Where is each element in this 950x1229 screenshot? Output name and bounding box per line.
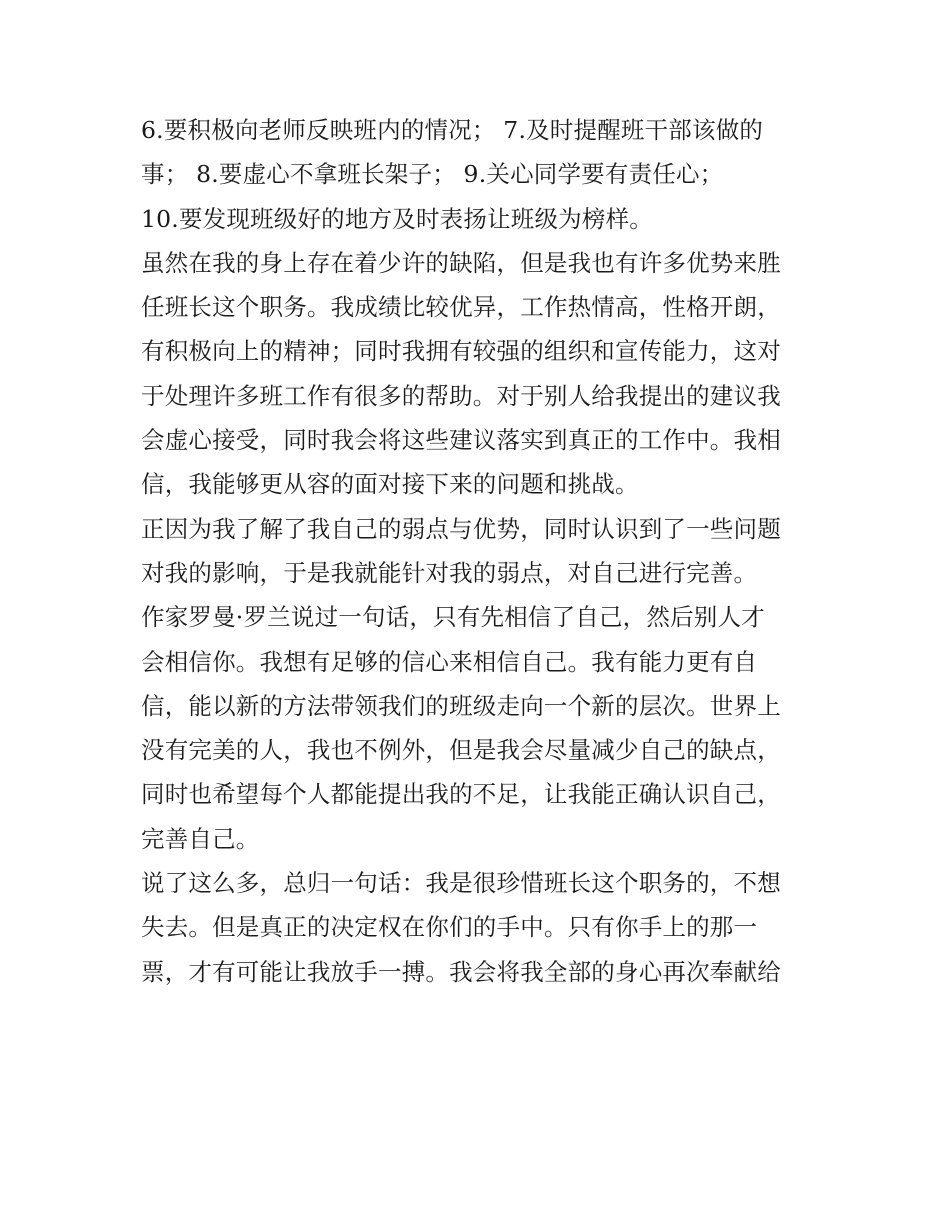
text-line: 虽然在我的身上存在着少许的缺陷，但是我也有许多优势来胜 [141, 248, 781, 277]
text-line: 没有完美的人，我也不例外，但是我会尽量减少自己的缺点， [141, 736, 781, 765]
text-line: 会虚心接受，同时我会将这些建议落实到真正的工作中。我相 [141, 426, 781, 455]
text-line: 信，能以新的方法带领我们的班级走向一个新的层次。世界上 [141, 691, 781, 720]
text-line: 同时也希望每个人都能提出我的不足，让我能正确认识自己， [141, 780, 781, 809]
text-line: 票，才有可能让我放手一搏。我会将我全部的身心再次奉献给 [141, 957, 781, 986]
text-line: 信，我能够更从容的面对接下来的问题和挑战。 [141, 470, 639, 499]
text-line: 任班长这个职务。我成绩比较优异，工作热情高，性格开朗， [141, 293, 781, 322]
document-body [141, 108, 816, 994]
text-line: 对我的影响，于是我就能针对我的弱点，对自己进行完善。 [141, 558, 758, 587]
text-line: 事； 8.要虚心不拿班长架子； 9.关心同学要有责任心； [141, 160, 724, 189]
text-line: 于处理许多班工作有很多的帮助。对于别人给我提出的建议我 [141, 381, 781, 410]
text-line: 会相信你。我想有足够的信心来相信自己。我有能力更有自 [141, 647, 758, 676]
text-line: 正因为我了解了我自己的弱点与优势，同时认识到了一些问题 [141, 514, 781, 543]
text-line: 6.要积极向老师反映班内的情况； 7.及时提醒班干部该做的 [141, 116, 764, 144]
text-line: 失去。但是真正的决定权在你们的手中。只有你手上的那一 [141, 913, 758, 942]
text-line: 10.要发现班级好的地方及时表扬让班级为榜样。 [141, 204, 653, 233]
text-line: 完善自己。 [141, 824, 260, 853]
text-line: 作家罗曼·罗兰说过一句话，只有先相信了自己，然后别人才 [141, 603, 765, 632]
text-line: 说了这么多，总归一句话：我是很珍惜班长这个职务的，不想 [141, 869, 781, 898]
text-line: 有积极向上的精神；同时我拥有较强的组织和宣传能力，这对 [141, 337, 781, 366]
